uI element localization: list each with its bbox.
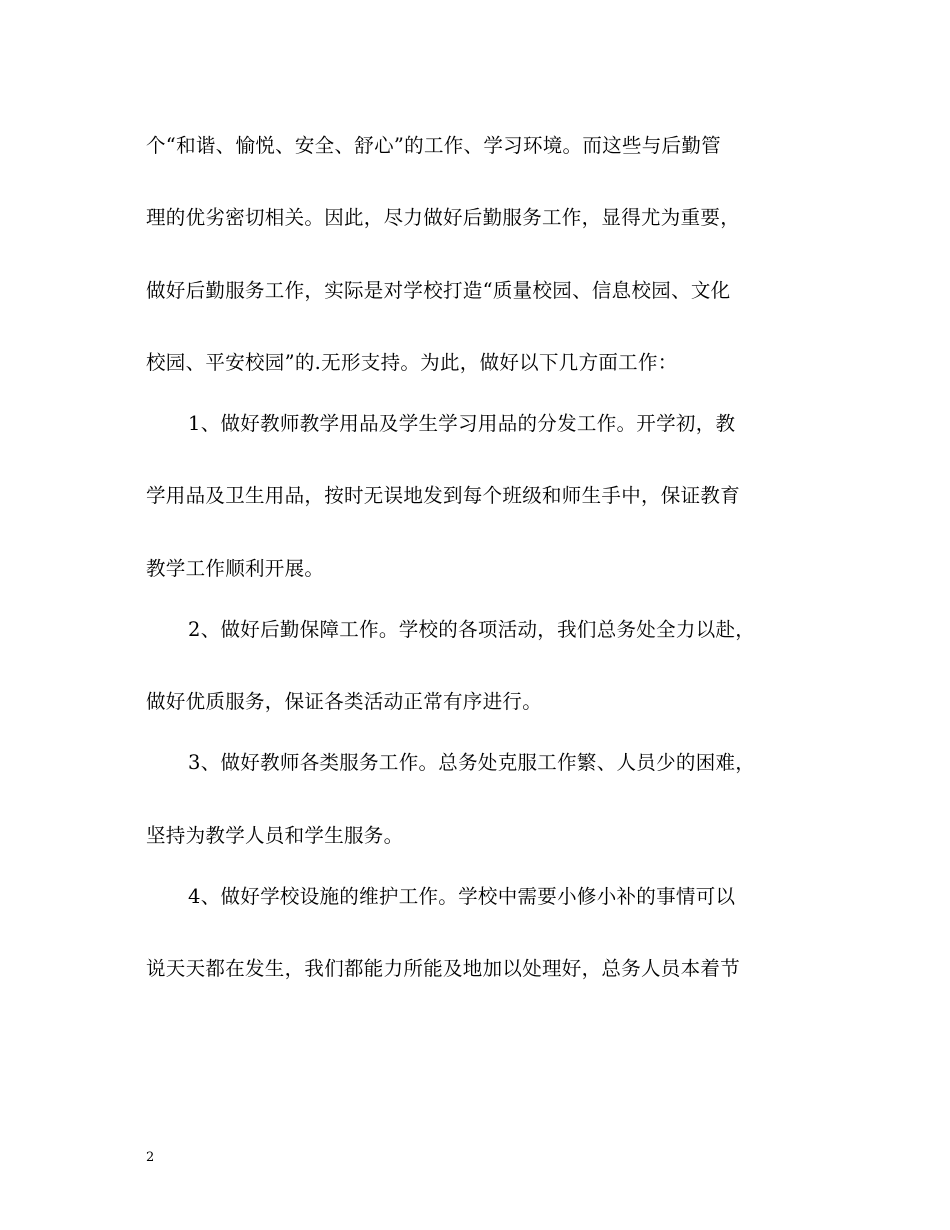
body-text-line: 个“和谐、愉悦、安全、舒心”的工作、学习环境。而这些与后勤管 (146, 134, 721, 157)
body-text-line: 理的优劣密切相关。因此，尽力做好后勤服务工作，显得尤为重要， (146, 206, 741, 229)
numbered-paragraph-3-start: 3、做好教师各类服务工作。总务处克服工作繁、人员少的困难， (188, 751, 756, 774)
numbered-paragraph-4-start: 4、做好学校设施的维护工作。学校中需要小修小补的事情可以 (188, 885, 736, 908)
body-text-line: 说天天都在发生，我们都能力所能及地加以处理好，总务人员本着节 (146, 957, 741, 980)
body-text-line: 做好优质服务，保证各类活动正常有序进行。 (146, 690, 543, 713)
body-text-line: 做好后勤服务工作，实际是对学校打造“质量校园、信息校园、文化 (146, 279, 731, 302)
numbered-paragraph-1-start: 1、做好教师教学用品及学生学习用品的分发工作。开学初，教 (188, 412, 736, 435)
body-text-line: 教学工作顺利开展。 (146, 557, 325, 580)
body-text-line: 校园、平安校园”的.无形支持。为此，做好以下几方面工作： (146, 351, 678, 374)
body-text-line: 坚持为教学人员和学生服务。 (146, 824, 404, 847)
numbered-paragraph-2-start: 2、做好后勤保障工作。学校的各项活动，我们总务处全力以赴， (188, 618, 756, 641)
page-number: 2 (146, 1150, 155, 1165)
body-text-line: 学用品及卫生用品，按时无误地发到每个班级和师生手中，保证教育 (146, 484, 741, 507)
